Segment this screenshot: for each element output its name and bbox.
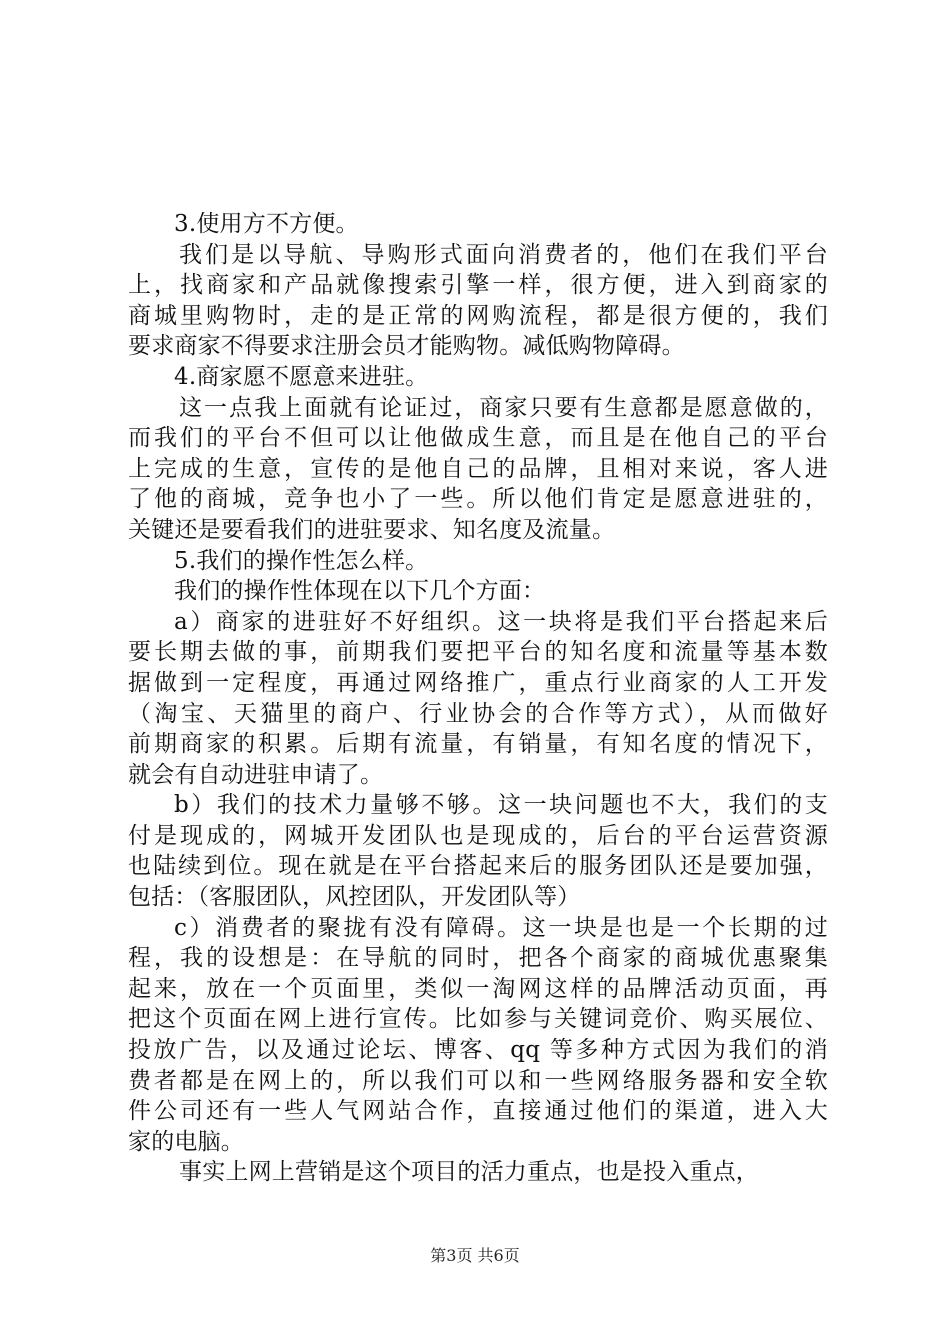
paragraph-line: 要长期去做的事，前期我们要把平台的知名度和流量等基本数: [128, 639, 828, 666]
paragraph-line: 付是现成的，网城开发团队也是现成的，后台的平台运营资源: [128, 822, 828, 849]
paragraph-line: c）消费者的聚拢有没有障碍。这一块是也是一个长期的过: [174, 914, 828, 941]
paragraph-line: 商城里购物时，走的是正常的网购流程，都是很方便的，我们: [128, 302, 828, 329]
paragraph-line: 这一点我上面就有论证过，商家只要有生意都是愿意做的，: [179, 394, 828, 421]
paragraph-line: 也陆续到位。现在就是在平台搭起来后的服务团队还是要加强，: [128, 853, 828, 880]
paragraph-line: 包括：（客服团队，风控团队，开发团队等）: [128, 884, 581, 911]
paragraph-line: 要求商家不得要求注册会员才能购物。减低购物障碍。: [128, 333, 685, 360]
heading-4: 4.商家愿不愿意来进驻。: [174, 363, 429, 390]
paragraph-line: 上，找商家和产品就像搜索引擎一样，很方便，进入到商家的: [128, 272, 828, 299]
paragraph-line: 了他的商城，竞争也小了一些。所以他们肯定是愿意进驻的，: [128, 486, 828, 513]
paragraph-line: 费者都是在网上的，所以我们可以和一些网络服务器和安全软: [128, 1067, 828, 1094]
page-footer: 第3页 共6页: [430, 1246, 520, 1265]
paragraph-line: a）商家的进驻好不好组织。这一块将是我们平台搭起来后: [174, 608, 828, 635]
paragraph-line: 件公司还有一些人气网站合作，直接通过他们的渠道，进入大: [128, 1098, 828, 1125]
paragraph-line: 我们是以导航、导购形式面向消费者的，他们在我们平台: [179, 241, 828, 268]
paragraph-line: 我们的操作性体现在以下几个方面：: [174, 578, 546, 605]
paragraph-line: 程，我的设想是：在导航的同时，把各个商家的商城优惠聚集: [128, 945, 828, 972]
paragraph-line: 起来，放在一个页面里，类似一淘网这样的品牌活动页面，再: [128, 975, 828, 1002]
paragraph-line: 据做到一定程度，再通过网络推广，重点行业商家的人工开发: [128, 669, 828, 696]
paragraph-line: 上完成的生意，宣传的是他自己的品牌，且相对来说，客人进: [128, 455, 828, 482]
paragraph-line: 前期商家的积累。后期有流量，有销量，有知名度的情况下，: [128, 731, 828, 758]
heading-5: 5.我们的操作性怎么样。: [174, 547, 429, 574]
heading-3: 3.使用方不方便。: [174, 211, 359, 237]
paragraph-line: 事实上网上营销是这个项目的活力重点，也是投入重点，: [179, 1159, 759, 1186]
paragraph-line: 家的电脑。: [128, 1128, 244, 1155]
paragraph-line: 投放广告，以及通过论坛、博客、qq 等多种方式因为我们的消: [128, 1037, 828, 1064]
paragraph-line: 关键还是要看我们的进驻要求、知名度及流量。: [128, 516, 616, 543]
paragraph-line: 而我们的平台不但可以让他做成生意，而且是在他自己的平台: [128, 425, 828, 452]
paragraph-line: 就会有自动进驻申请了。: [128, 761, 384, 788]
document-body: [128, 209, 828, 1188]
paragraph-line: 把这个页面在网上进行宣传。比如参与关键词竞价、购买展位、: [128, 1006, 828, 1033]
paragraph-line: （淘宝、天猫里的商户、行业协会的合作等方式），从而做好: [128, 700, 828, 727]
paragraph-line: b）我们的技术力量够不够。这一块问题也不大，我们的支: [174, 792, 828, 819]
